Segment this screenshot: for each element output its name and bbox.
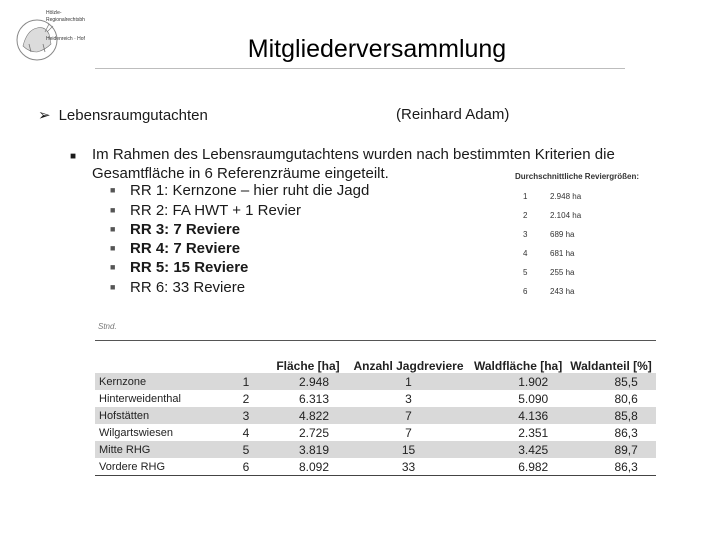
bullet2-text: Im Rahmen des Lebensraumgutachtens wurden nach bestimmten Kriterien die Gesamtfläche in 6 Referenzräume eingeteilt.: [92, 146, 615, 182]
table-cell: 6.313: [298, 391, 329, 406]
table-cell: Mitte RHG: [95, 441, 223, 458]
avg-size-value: 681 ha: [550, 249, 575, 258]
table-row: [95, 441, 656, 458]
table-cell: 33: [347, 458, 470, 476]
avg-size-value: 689 ha: [550, 230, 575, 239]
subitem-text: RR 6: 33 Reviere: [130, 279, 246, 296]
table-cell: 3: [223, 407, 269, 424]
table-cell: 2.725: [298, 425, 329, 440]
column-header: Waldfläche [ha]: [470, 341, 566, 374]
bullet1-text: Lebensraumgutachten: [58, 106, 208, 124]
column-header: [223, 341, 269, 374]
slide-title: Mitgliederversammlung: [247, 35, 507, 63]
avg-size-num: 1: [523, 192, 528, 201]
square-bullet-icon: ■: [110, 205, 116, 215]
table-cell: 7: [347, 407, 470, 424]
avg-size-value: 2.948 ha: [550, 192, 582, 201]
column-header: Anzahl Jagdreviere: [347, 341, 470, 374]
column-header: Fläche [ha]: [269, 341, 347, 374]
avg-size-row: [515, 225, 695, 244]
subitem-text: RR 5: 15 Reviere: [130, 259, 249, 276]
reference-area-table: [95, 340, 656, 476]
handwritten-note: Stnd.: [98, 322, 117, 331]
table-header-row: [95, 341, 656, 374]
table-cell: 4: [242, 425, 250, 440]
table-cell: 80,6: [614, 391, 638, 406]
table-cell: Kernzone: [95, 373, 223, 390]
avg-size-row: [515, 282, 695, 301]
subitem-rr4: [110, 240, 240, 257]
table-cell: 1: [347, 373, 470, 390]
table-cell: 4.822: [269, 407, 347, 424]
table-row: [95, 390, 656, 407]
avg-size-row: [515, 263, 695, 282]
table-row: [95, 458, 656, 476]
logo-line-6: Heidenreich · Hof: [46, 36, 85, 42]
logo-line-2: Regionalrechtsbh: [46, 17, 85, 23]
table-row: [95, 373, 656, 390]
avg-size-row: [515, 244, 695, 263]
avg-size-num: 5: [523, 268, 528, 277]
table-cell: 6: [223, 458, 269, 476]
subitem-text: RR 2: FA HWT + 1 Revier: [130, 202, 302, 219]
subitem-text: RR 3: 7 Reviere: [130, 221, 241, 238]
table-cell: Vordere RHG: [95, 458, 223, 476]
square-bullet-icon: ■: [70, 151, 77, 162]
table-cell: 2: [242, 391, 250, 406]
table-cell: 7: [405, 425, 412, 440]
table-cell: 5: [223, 441, 269, 458]
table-cell: Hofstätten: [95, 407, 223, 424]
avg-sizes-panel: [515, 172, 695, 301]
table-cell: 1: [223, 373, 269, 390]
subitem-rr5: [110, 259, 248, 276]
column-header: Waldanteil [%]: [566, 341, 656, 374]
square-bullet-icon: ■: [110, 282, 116, 292]
avg-size-value: 2.104 ha: [550, 211, 582, 220]
table-row: [95, 407, 656, 424]
table-cell: 2.351: [518, 425, 549, 440]
table-cell: Wilgartswiesen: [99, 426, 173, 439]
square-bullet-icon: ■: [110, 224, 116, 234]
table-cell: 89,7: [566, 441, 656, 458]
avg-size-value: 255 ha: [550, 268, 575, 277]
avg-sizes-heading: Durchschnittliche Reviergrößen:: [515, 172, 640, 181]
square-bullet-icon: ■: [110, 243, 116, 253]
avg-size-row: [515, 187, 695, 206]
avg-size-num: 6: [523, 287, 528, 296]
subitem-rr6: [110, 279, 245, 296]
subitem-rr2: [110, 202, 301, 219]
avg-size-row: [515, 206, 695, 225]
column-header: [95, 341, 223, 374]
avg-size-num: 4: [523, 249, 528, 258]
title-divider: [95, 68, 625, 69]
table-cell: 86,3: [566, 458, 656, 476]
table-cell: Hinterweidenthal: [99, 392, 181, 405]
subitem-text: RR 4: 7 Reviere: [130, 240, 241, 257]
table-cell: 6.982: [470, 458, 566, 476]
table-cell: 3: [405, 391, 412, 406]
avg-size-num: 2: [523, 211, 528, 220]
table-cell: 85,8: [566, 407, 656, 424]
table-cell: 2.948: [269, 373, 347, 390]
avg-size-num: 3: [523, 230, 528, 239]
subitem-text: RR 1: Kernzone – hier ruht die Jagd: [130, 182, 370, 199]
table-cell: 85,5: [566, 373, 656, 390]
square-bullet-icon: ■: [110, 185, 116, 195]
bullet-lebensraumgutachten: [38, 106, 208, 124]
logo-line-1: Hölzle-: [46, 10, 62, 16]
arrow-bullet-icon: ➢: [38, 107, 51, 124]
table-cell: 86,3: [614, 425, 638, 440]
table-row: [95, 424, 656, 441]
avg-size-value: 243 ha: [550, 287, 575, 296]
subitem-rr3: [110, 221, 240, 238]
square-bullet-icon: ■: [110, 262, 116, 272]
subitem-rr1: [110, 182, 369, 199]
table-cell: 8.092: [269, 458, 347, 476]
table-cell: 15: [347, 441, 470, 458]
table-cell: 3.425: [470, 441, 566, 458]
table-cell: 1.902: [470, 373, 566, 390]
table-cell: 3.819: [269, 441, 347, 458]
author: (Reinhard Adam): [396, 106, 510, 123]
table-cell: 4.136: [470, 407, 566, 424]
table-cell: 5.090: [518, 391, 549, 406]
